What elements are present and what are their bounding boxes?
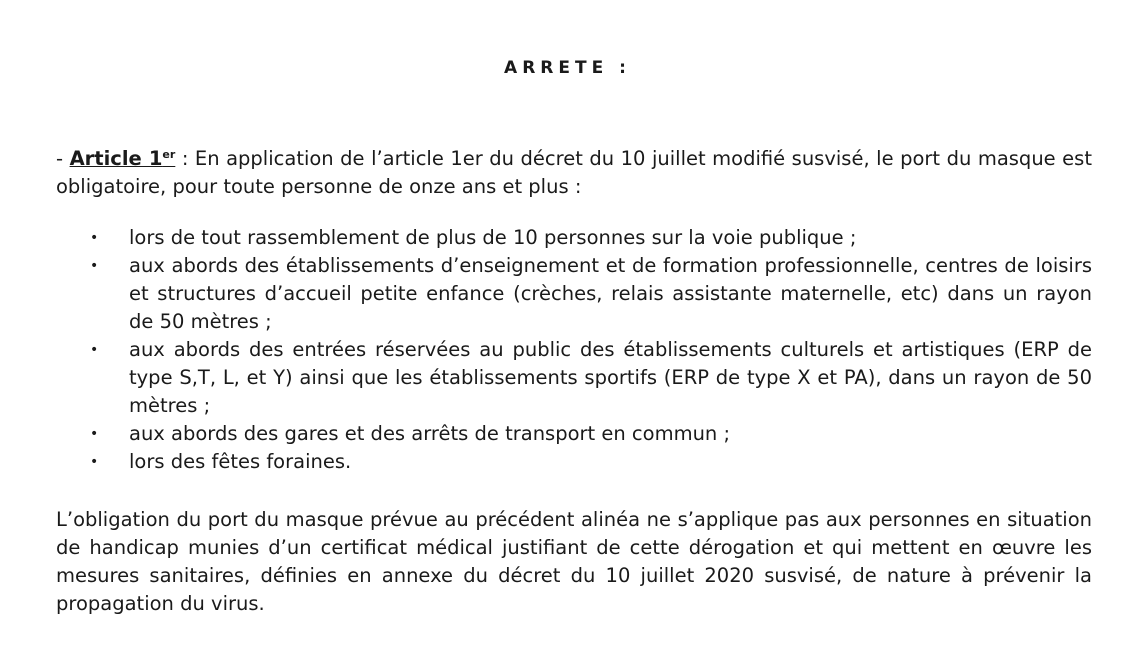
list-item-text: aux abords des entrées réservées au public des établissements culturels et artistiques (ERP de type S,T, L, et Y) ainsi que les établissements sportifs (ERP de type X et PA), dans un rayon de 50 mètres ;: [129, 338, 1092, 417]
list-item: [56, 420, 1092, 448]
bullet-icon: •: [90, 454, 99, 470]
bullet-icon: •: [90, 258, 99, 274]
article-label: [70, 147, 176, 170]
list-item: [56, 252, 1092, 336]
article-body: : En application de l’article 1er du décret du 10 juillet modifié susvisé, le port du masque est obligatoire, pour toute personne de onze ans et plus :: [56, 147, 1092, 198]
list-item: [56, 336, 1092, 420]
list-item: [56, 224, 1092, 252]
list-item-text: aux abords des établissements d’enseignement et de formation professionnelle, centres de loisirs et structures d’accueil petite enfance (crèches, relais assistante maternelle, etc) dans un rayon de 50 mètres ;: [129, 254, 1092, 333]
article-prefix: -: [56, 147, 70, 170]
bullet-icon: •: [90, 342, 99, 358]
list-item-text: aux abords des gares et des arrêts de transport en commun ;: [129, 422, 731, 445]
obligation-list: [56, 224, 1092, 476]
bullet-icon: •: [90, 426, 99, 442]
list-item: [56, 448, 1092, 476]
list-item-text: lors des fêtes foraines.: [129, 450, 352, 473]
article-1-paragraph: [56, 141, 1092, 201]
bullet-icon: •: [90, 230, 99, 246]
list-item-text: lors de tout rassemblement de plus de 10 personnes sur la voie publique ;: [129, 226, 857, 249]
exemption-paragraph: L’obligation du port du masque prévue au précédent alinéa ne s’applique pas aux personnes en situation de handicap munies d’un certificat médical justifiant de cette dérogation et qui mettent en œuvre les mesures sanitaires, définies en annexe du décret du 10 juillet 2020 susvisé, de nature à prévenir la propagation du virus.: [56, 508, 1092, 615]
article-label-superscript: er: [162, 148, 176, 161]
article-label-text: Article 1: [69, 147, 163, 170]
page-title: ARRETE :: [504, 58, 631, 78]
